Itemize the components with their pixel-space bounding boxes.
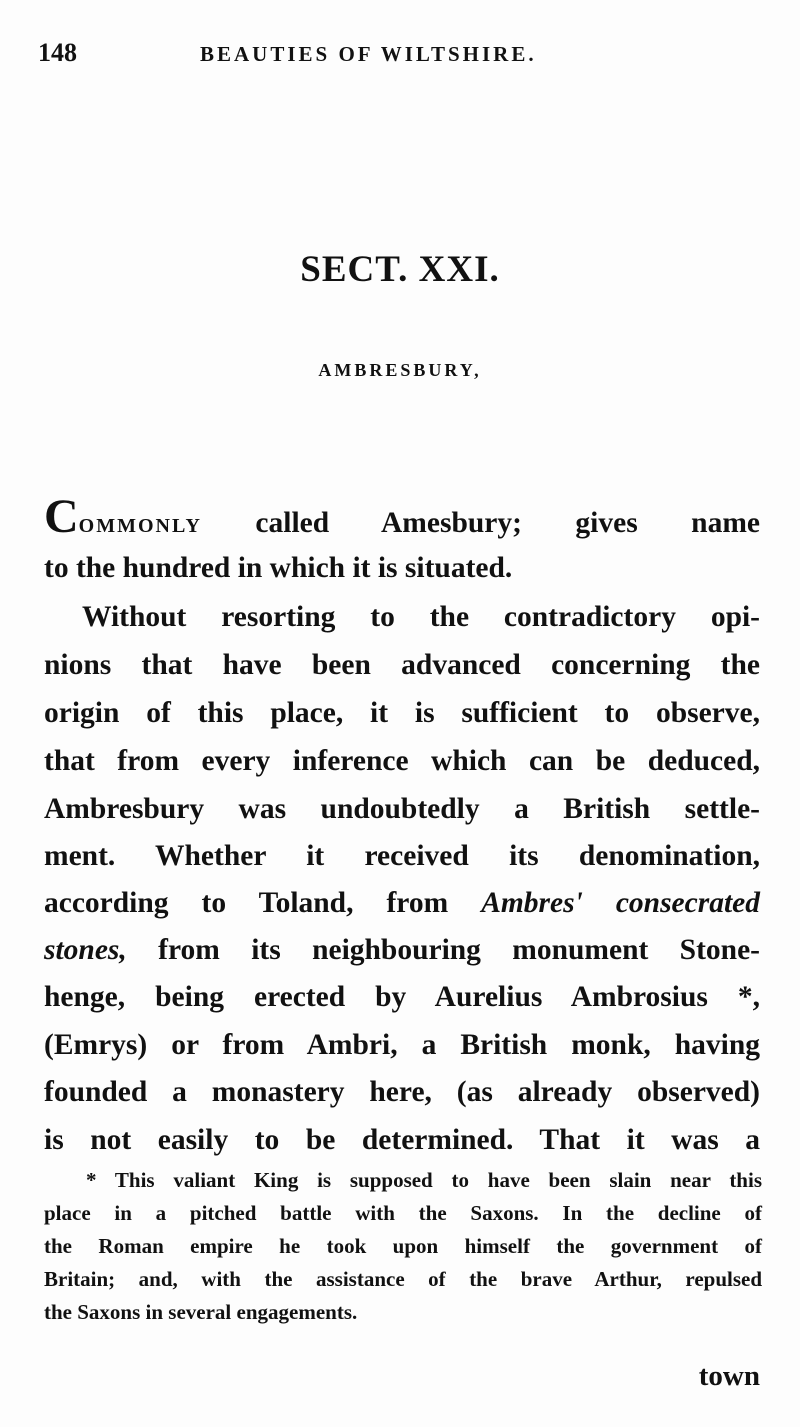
small-caps-word: OMMONLY: [78, 515, 202, 537]
body-text: according to Toland, from: [44, 887, 482, 919]
footnote-line: * This valiant King is supposed to have been slain near this: [86, 1168, 762, 1192]
body-line: is not easily to be determined. That it was a: [44, 1124, 760, 1156]
body-line: Ambresbury was undoubtedly a British settle-: [44, 793, 760, 825]
catchword: town: [698, 1360, 760, 1392]
body-line: henge, being erected by Aurelius Ambrosius *,: [44, 981, 760, 1013]
drop-initial: C: [44, 490, 79, 543]
italic-word: stones,: [44, 934, 127, 966]
place-heading: AMBRESBURY,: [318, 360, 482, 380]
footnote-line: the Roman empire he took upon himself the government of: [44, 1234, 762, 1258]
footnote-line: Britain; and, with the assistance of the brave Arthur, repulsed: [44, 1267, 762, 1291]
body-line: nions that have been advanced concerning the: [44, 649, 760, 681]
body-line: [44, 490, 760, 543]
body-line: Without resorting to the contradictory opi-: [82, 601, 760, 633]
body-line: founded a monastery here, (as already observed): [44, 1076, 760, 1108]
body-text: from its neighbouring monument Stone-: [126, 934, 760, 966]
section-title: SECT. XXI.: [300, 249, 500, 290]
running-title: BEAUTIES OF WILTSHIRE.: [200, 42, 537, 66]
body-line: that from every inference which can be deduced,: [44, 745, 760, 777]
footnote-line: place in a pitched battle with the Saxons. In the decline of: [44, 1201, 762, 1225]
body-line: to the hundred in which it is situated.: [44, 552, 513, 584]
body-line: ment. Whether it received its denomination,: [44, 840, 760, 872]
body-line: (Emrys) or from Ambri, a British monk, having: [44, 1029, 760, 1061]
italic-phrase: Ambres' consecrated: [481, 887, 761, 919]
page-number: 148: [38, 38, 77, 67]
body-line: [44, 930, 760, 970]
body-text: called Amesbury; gives name: [201, 507, 760, 539]
body-line: [44, 883, 760, 923]
footnote-line: the Saxons in several engagements.: [44, 1300, 358, 1324]
body-line: origin of this place, it is sufficient to observe,: [44, 697, 760, 729]
